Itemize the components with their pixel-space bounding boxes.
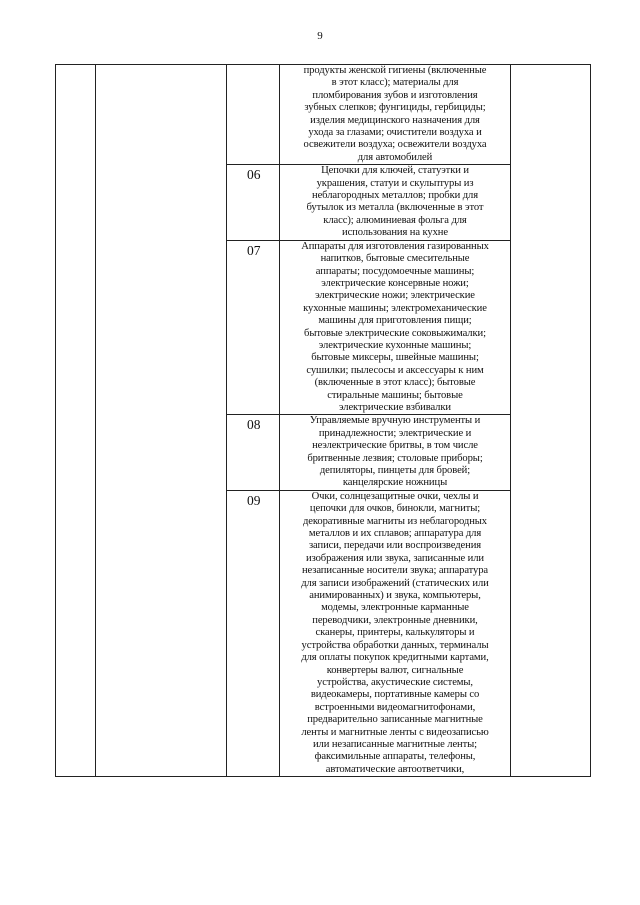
description-line: анимированных) и звука, компьютеры, bbox=[309, 590, 481, 602]
description-line: кухонные машины; электромеханические bbox=[303, 302, 487, 314]
description-line: аппараты; посудомоечные машины; bbox=[315, 265, 475, 277]
description-line: зубных слепков; фунгициды, гербициды; bbox=[304, 102, 486, 114]
class-code: 07 bbox=[247, 242, 261, 258]
description-line: неэлектрические бритвы, в том числе bbox=[312, 440, 478, 452]
description-line: металлов и их сплавов; аппаратура для bbox=[308, 528, 482, 540]
description-line: цепочки для очков, бинокли, магниты; bbox=[309, 503, 481, 515]
class-description bbox=[280, 415, 510, 489]
class-code: 06 bbox=[247, 167, 261, 183]
description-line: сканеры, принтеры, калькуляторы и bbox=[315, 627, 475, 639]
page-number: 9 bbox=[317, 30, 323, 42]
description-line: бытовые электрические соковыжималки; bbox=[304, 327, 486, 339]
description-line: в этот класс); материалы для bbox=[331, 77, 459, 89]
description-line: записи, передачи или воспроизведения bbox=[308, 540, 482, 552]
class-code-cell bbox=[227, 240, 280, 415]
description-line: изделия медицинского назначения для bbox=[310, 114, 480, 126]
description-line: встроенными видеомагнитофонами, bbox=[314, 701, 476, 713]
description-line: электрические консервные ножи; bbox=[321, 277, 469, 289]
description-line: конвертеры валют, сигнальные bbox=[326, 664, 464, 676]
description-line: класс); алюминиевая фольга для bbox=[323, 214, 467, 226]
description-line: модемы, электронные карманные bbox=[321, 602, 469, 614]
table-row bbox=[56, 65, 591, 165]
description-line: или незаписанные магнитные ленты; bbox=[312, 738, 478, 750]
class-description bbox=[280, 491, 510, 776]
description-line: электрические взбивалки bbox=[339, 401, 451, 413]
class-description bbox=[280, 241, 510, 415]
description-line: бритвенные лезвия; столовые приборы; bbox=[307, 452, 483, 464]
class-description-cell bbox=[280, 65, 511, 165]
class-description-cell bbox=[280, 240, 511, 415]
goods-classes-table bbox=[55, 64, 591, 777]
description-line: устройства, акустические системы, bbox=[317, 676, 473, 688]
class-code-cell bbox=[227, 415, 280, 490]
class-code-cell bbox=[227, 165, 280, 240]
description-line: незаписанные носители звука; аппаратура bbox=[301, 565, 489, 577]
description-line: принадлежности; электрические и bbox=[318, 427, 472, 439]
description-line: Цепочки для ключей, статуэтки и bbox=[321, 165, 469, 177]
description-line: Управляемые вручную инструменты и bbox=[309, 415, 481, 427]
class-description-cell bbox=[280, 415, 511, 490]
class-description bbox=[280, 165, 510, 239]
description-line: ухода за глазами; очистители воздуха и bbox=[308, 127, 482, 139]
description-line: пломбирования зубов и изготовления bbox=[312, 89, 478, 101]
description-line: декоративные магниты из неблагородных bbox=[302, 515, 487, 527]
class-description-cell bbox=[280, 165, 511, 240]
description-line: машины для приготовления пищи; bbox=[318, 315, 472, 327]
description-line: неблагородных металлов; пробки для bbox=[312, 190, 478, 202]
description-line: продукты женской гигиены (включенные bbox=[303, 65, 487, 76]
description-line: украшения, статуи и скульптуры из bbox=[316, 177, 474, 189]
description-line: устройства обработки данных, терминалы bbox=[301, 639, 489, 651]
description-line: для автомобилей bbox=[357, 151, 433, 163]
description-line: депиляторы, пинцеты для бровей; bbox=[319, 465, 471, 476]
class-code: 08 bbox=[247, 417, 261, 433]
class-description bbox=[280, 65, 510, 164]
description-line: сушилки; пылесосы и аксессуары к ним bbox=[306, 364, 484, 376]
class-code-cell bbox=[227, 490, 280, 776]
description-line: автоматические автоответчики, bbox=[325, 763, 465, 775]
description-line: электрические ножи; электрические bbox=[315, 290, 475, 302]
class-code: 09 bbox=[247, 492, 261, 508]
description-line: ленты и магнитные ленты с видеозаписью bbox=[301, 726, 489, 738]
description-line: использования на кухне bbox=[342, 227, 448, 239]
empty-cell bbox=[96, 65, 227, 777]
empty-cell bbox=[511, 65, 591, 777]
description-line: канцелярские ножницы bbox=[342, 477, 448, 489]
description-line: видеокамеры, портативные камеры со bbox=[310, 689, 480, 701]
description-line: предварительно записанные магнитные bbox=[307, 714, 483, 726]
description-line: переводчики, электронные дневники, bbox=[312, 614, 478, 626]
description-line: электрические кухонные машины; bbox=[318, 339, 472, 351]
description-line: бутылок из металла (включенные в этот bbox=[306, 202, 484, 214]
class-description-cell bbox=[280, 490, 511, 776]
description-line: для записи изображений (статических или bbox=[301, 577, 489, 589]
description-line: бытовые миксеры, швейные машины; bbox=[311, 352, 479, 364]
description-line: напитков, бытовые смесительные bbox=[320, 253, 470, 265]
description-line: стиральные машины; бытовые bbox=[327, 389, 463, 401]
description-line: освежители воздуха; освежители воздуха bbox=[303, 139, 487, 151]
description-line: факсимильные аппараты, телефоны, bbox=[314, 751, 476, 763]
description-line: изображения или звука, записанные или bbox=[306, 552, 484, 564]
class-code-cell bbox=[227, 65, 280, 165]
description-line: (включенные в этот класс); бытовые bbox=[314, 377, 476, 389]
description-line: для оплаты покупок кредитными картами, bbox=[301, 652, 489, 664]
description-line: Аппараты для изготовления газированных bbox=[301, 240, 489, 252]
empty-cell bbox=[56, 65, 96, 777]
description-line: Очки, солнцезащитные очки, чехлы и bbox=[311, 490, 479, 502]
